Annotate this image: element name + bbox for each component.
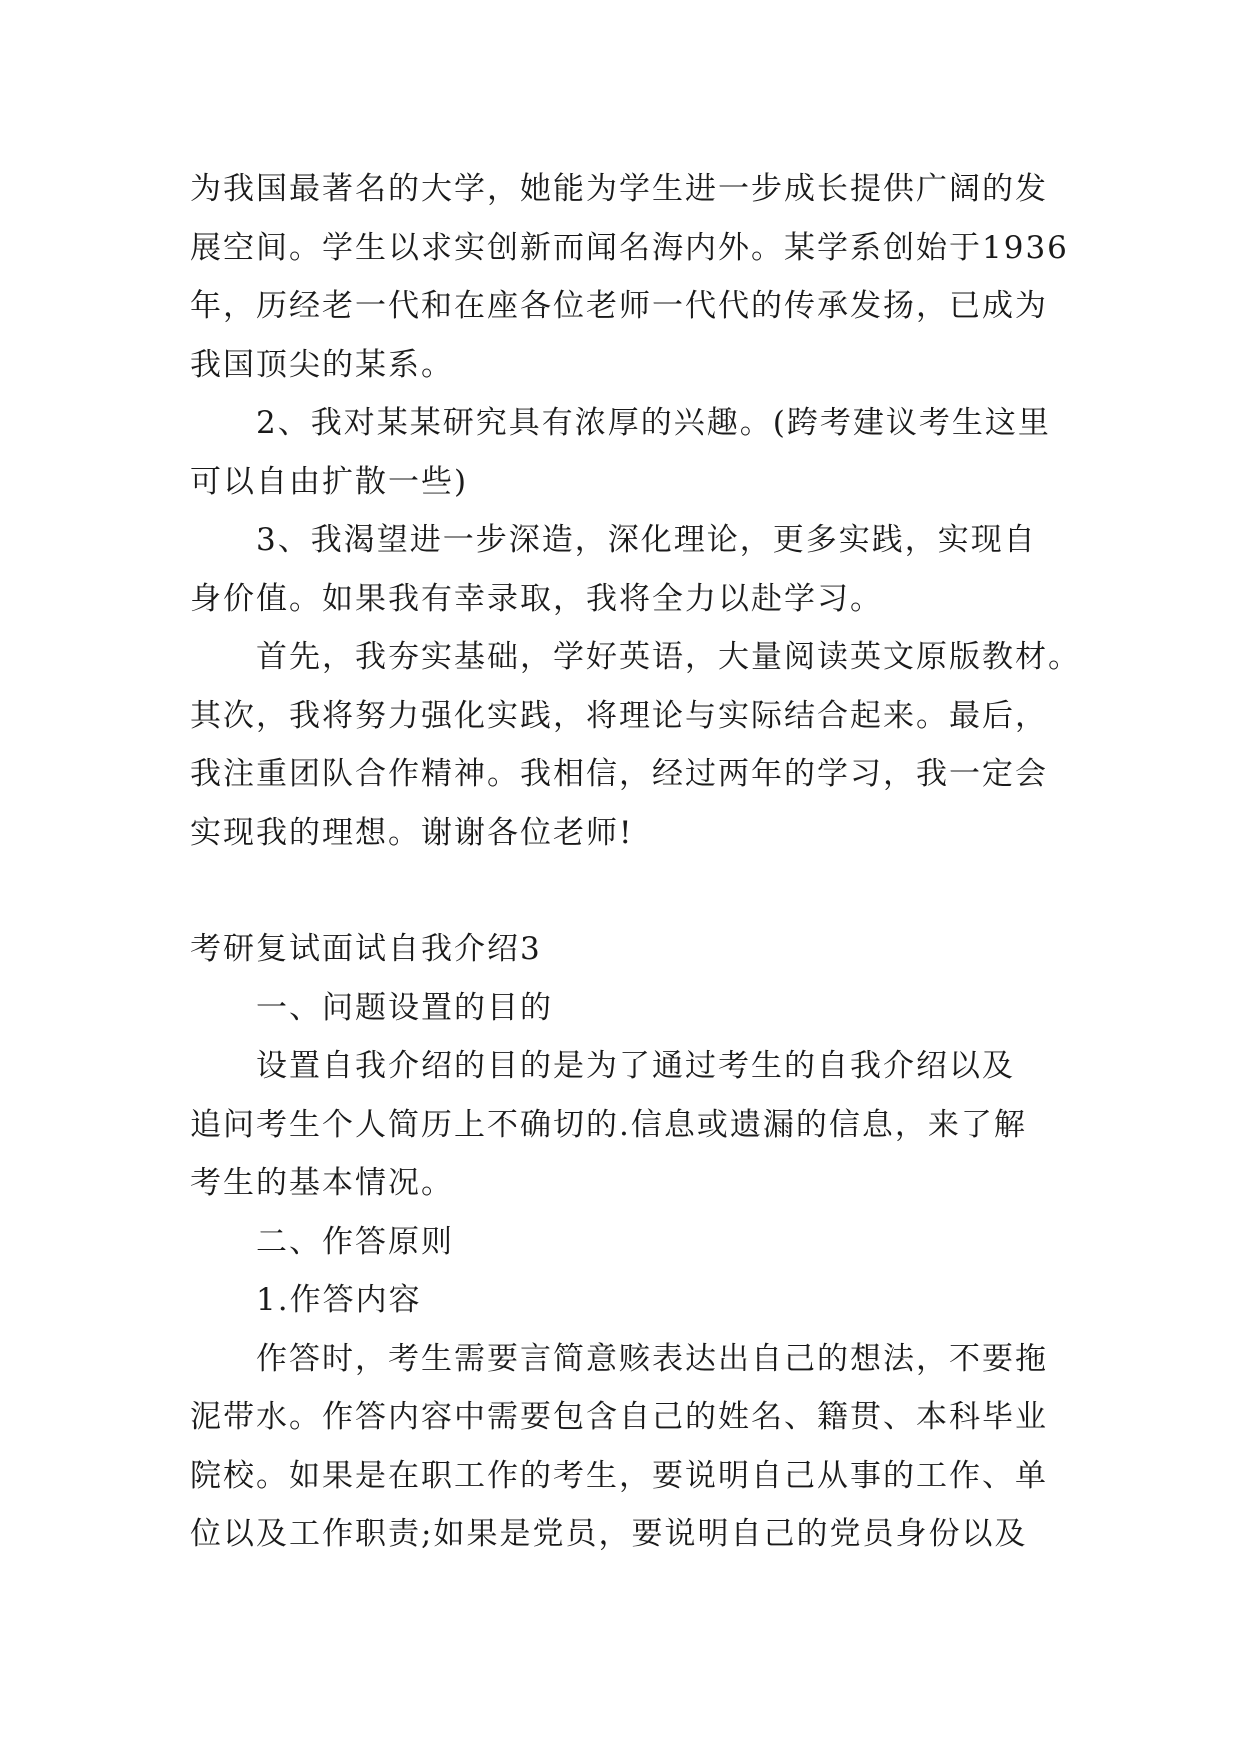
document-page	[190, 160, 1081, 1564]
text-line: 其次，我将努力强化实践，将理论与实际结合起来。最后，	[190, 697, 1048, 734]
text-line: 院校。如果是在职工作的考生，要说明自己从事的工作、单	[190, 1457, 1048, 1494]
text-line: 展空间。学生以求实创新而闻名海内外。某学系创始于1936	[190, 229, 1069, 266]
subheading: 1.作答内容	[256, 1282, 422, 1318]
text-line: 可以自由扩散一些)	[190, 463, 469, 500]
text-line: 位以及工作职责;如果是党员，要说明自己的党员身份以及	[190, 1516, 1028, 1552]
text-line: 考生的基本情况。	[190, 1165, 454, 1201]
subheading: 二、作答原则	[256, 1223, 454, 1260]
text-line: 年，历经老一代和在座各位老师一代代的传承发扬，已成为	[190, 288, 1048, 324]
text-line: 我国顶尖的某系。	[190, 346, 454, 383]
text-line: 我注重团队合作精神。我相信，经过两年的学习，我一定会	[190, 756, 1048, 792]
text-line: 设置自我介绍的目的是为了通过考生的自我介绍以及	[256, 1048, 1015, 1084]
text-line: 身价值。如果我有幸录取，我将全力以赴学习。	[190, 580, 883, 617]
section-title: 考研复试面试自我介绍3	[190, 931, 542, 967]
text-line: 作答时，考生需要言简意赅表达出自己的想法，不要拖	[256, 1340, 1048, 1377]
text-line: 2、我对某某研究具有浓厚的兴趣。(跨考建议考生这里	[256, 405, 1051, 441]
text-line: 实现我的理想。谢谢各位老师!	[190, 814, 634, 851]
paragraph-gap	[190, 862, 1070, 920]
text-line: 为我国最著名的大学，她能为学生进一步成长提供广阔的发	[190, 171, 1048, 207]
text-line: 3、我渴望进一步深造，深化理论，更多实践，实现自	[256, 522, 1037, 558]
text-line: 首先，我夯实基础，学好英语，大量阅读英文原版教材。	[256, 639, 1081, 675]
text-line: 追问考生个人简历上不确切的.信息或遗漏的信息，来了解	[190, 1106, 1027, 1143]
subheading: 一、问题设置的目的	[256, 989, 553, 1026]
text-line: 泥带水。作答内容中需要包含自己的姓名、籍贯、本科毕业	[190, 1399, 1048, 1435]
